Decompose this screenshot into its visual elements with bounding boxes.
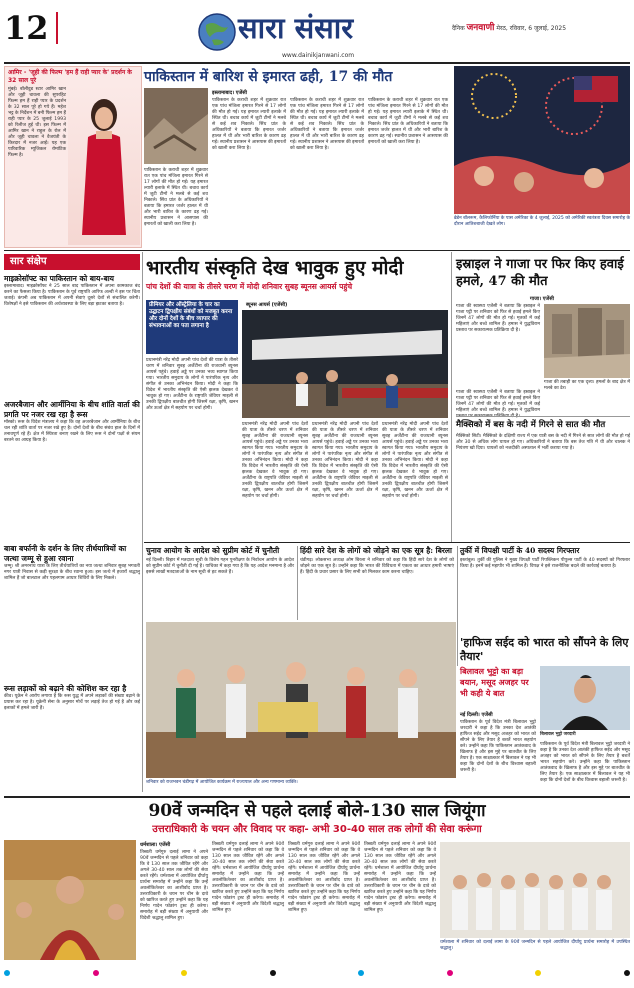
registration-mark — [270, 970, 276, 976]
modi-body-col3: प्रधानमंत्री नरेंद्र मोदी अपनी पांच देशों की यात्रा के तीसरे चरण में शनिवार सुबह अर्जेंटीना की राजधानी ब्यूनस आयर्स पहुंचे। हवाई अड्डे पर उनका भव्य स्वागत किया गया। भारतीय समुदाय के लोगों ने पारंपरिक नृत्य और संगीत से उनका अभिनंदन किया। मोदी ने कहा कि विदेश में भारतीय संस्कृति की ऐसी झलक देखकर वे भावुक हो गए। अर्जेंटीना के राष्ट्रपति जेवियर माइली से उनकी द्विपक्षीय बातचीत होगी जिसमें रक्षा, कृषि, खनन और ऊर्जा क्षेत्र में सहयोग पर चर्चा होगी। — [312, 422, 378, 499]
aamir-body: मुंबई। बॉलीवुड स्टार आमिर खान और जूही चावला की सुपरहिट फिल्म हम हैं राही प्यार के प्रदर्शन के 32 साल पूरे हो गये हैं। महेश भट्ट के निर्देशन में बनी फिल्म हम हैं राही प्यार के 25 जुलाई 1993 को रिलीज हुई थी। इस फिल्म में आमिर खान ने राहुल के रोल में और जूही चावला ने वैजयंती के किरदार में नजर आईं। यह एक पारिवारिक म्यूजिकल रोमांटिक फिल्म है। — [8, 87, 66, 158]
brief-2 — [4, 400, 140, 538]
dalai-body: तिब्बती धर्मगुरु दलाई लामा ने अपने 90वें जन्मदिन से पहले शनिवार को कहा कि वे 130 साल तक जीवित रहेंगे और अगले 30-40 साल तक लोगों की सेवा करते रहेंगे। धर्मशाला में आयोजित दीर्घायु प्रार्थना समारोह में उन्होंने कहा कि उन्हें अवलोकितेश्वर का आशीर्वाद प्राप्त है। उत्तराधिकारी के चयन पर चीन के दावे को खारिज करते हुए उन्होंने कहा कि यह निर्णय गादेन फोडरंग ट्रस्ट ही करेगा। समारोह में बड़ी संख्या में अनुयायी और विदेशी श्रद्धालु शामिल हुए। — [140, 850, 208, 921]
pakistan-byline: इस्लामाबाद। एजेंसी — [212, 90, 247, 96]
divider-court — [297, 546, 298, 620]
registration-mark — [358, 970, 364, 976]
masthead-rule — [4, 62, 630, 64]
dalai-crowd-photo — [440, 842, 630, 938]
modi-highlight: प्रीमियर और ऑस्ट्रेलिया के चार का उद्घाटन द्विपक्षीय संबंधों को मजबूत करना और दोनों देशों के बीच व्यापार की संभावनाओं का पता लगाना है — [149, 302, 233, 329]
hafiz-headline: 'हाफिज सईद को भारत को सौंपने के लिए तैयार' — [460, 636, 629, 663]
modi-byline: ब्यूनस आयर्स (एजेंसी) — [246, 302, 288, 308]
sar-sankshep-label: सार संक्षेप — [4, 254, 140, 270]
mexico-rule — [456, 416, 630, 417]
column-divider — [142, 252, 143, 792]
dateline: मेरठ, रविवार, 6 जुलाई, 2025 — [496, 25, 567, 32]
hindi-body: चंडीगढ़। लोकसभा अध्यक्ष ओम बिरला ने शनिवार को कहा कि हिंदी सारे देश के लोगों को जोड़ने का एक सूत्र है। उन्होंने कहा कि भारत की विविधता में एकता का आधार हमारी भाषाएं हैं। हिंदी के प्रचार प्रसार के लिए सभी को मिलकर काम करना चाहिए। — [300, 558, 454, 575]
fireworks-photo — [454, 66, 630, 214]
pakistan-body: पाकिस्तान के कराची शहर में शुक्रवार रात एक पांच मंजिला इमारत गिरने से 17 लोगों की मौत हो गई। यह इमारत ल्यारी इलाके में स्थित थी। बचाव कार्य में जुटी टीमों ने मलबे से कई शव निकाले। सिंध प्रांत के अधिकारियों ने बताया कि इमारत जर्जर हालत में थी और भारी बारिश के कारण ढह गई। स्थानीय प्रशासन ने आसपास की इमारतों को खाली करा लिया है। — [144, 168, 208, 227]
fireworks-caption: ब्रेडेन बॉलरूम, कैलिफोर्निया के पास अमेरिका के 4 जुलाई, 2025 को अमेरिकी स्वतंत्रता दिवस समारोह के दौरान आतिशबाजी देखते लोग। — [454, 216, 630, 227]
brand-box — [452, 20, 566, 33]
divider-hindi — [457, 546, 458, 666]
dalai-body-col4: तिब्बती धर्मगुरु दलाई लामा ने अपने 90वें जन्मदिन से पहले शनिवार को कहा कि वे 130 साल तक जीवित रहेंगे और अगले 30-40 साल तक लोगों की सेवा करते रहेंगे। धर्मशाला में आयोजित दीर्घायु प्रार्थना समारोह में उन्होंने कहा कि उन्हें अवलोकितेश्वर का आशीर्वाद प्राप्त है। उत्तराधिकारी के चयन पर चीन के दावे को खारिज करते हुए उन्होंने कहा कि यह निर्णय गादेन फोडरंग ट्रस्ट ही करेगा। समारोह में बड़ी संख्या में अनुयायी और विदेशी श्रद्धालु शामिल हुए। — [364, 842, 436, 913]
dalai-byline: धर्मशाला। एजेंसी — [140, 842, 171, 848]
brief-body: इस्लामाबाद। माइक्रोसॉफ्ट ने 25 साल बाद पाकिस्तान में अपना कामकाज बंद करने का फैसला किया है। पाकिस्तान के पूर्व राष्ट्रपति आरिफ अल्वी ने इस पर चिंता जताई। कंपनी अब पाकिस्तान में अपनी सेवाएं दूसरे देशों से संचालित करेगी। विशेषज्ञों ने इसे पाकिस्तान की अर्थव्यवस्था के लिए बड़ा झटका बताया है। — [4, 284, 140, 307]
dalai-body-col2: तिब्बती धर्मगुरु दलाई लामा ने अपने 90वें जन्मदिन से पहले शनिवार को कहा कि वे 130 साल तक जीवित रहेंगे और अगले 30-40 साल तक लोगों की सेवा करते रहेंगे। धर्मशाला में आयोजित दीर्घायु प्रार्थना समारोह में उन्होंने कहा कि उन्हें अवलोकितेश्वर का आशीर्वाद प्राप्त है। उत्तराधिकारी के चयन पर चीन के दावे को खारिज करते हुए उन्होंने कहा कि यह निर्णय गादेन फोडरंग ट्रस्ट ही करेगा। समारोह में बड़ी संख्या में अनुयायी और विदेशी श्रद्धालु शामिल हुए। — [212, 842, 284, 913]
court-headline: चुनाव आयोग के आदेश को सुप्रीम कोर्ट में चुनौती — [146, 546, 280, 555]
brand-prefix: दैनिक — [452, 25, 465, 32]
brief-4 — [4, 684, 140, 796]
column-divider-right — [451, 252, 452, 542]
center-caption: शनिवार को राजभवन चंडीगढ़ में आयोजित कार्यक्रम में राज्यपाल और अन्य गणमान्य व्यक्ति। — [146, 780, 298, 785]
dalai-caption: धर्मशाला में शनिवार को दलाई लामा के 90वें जन्मदिन से पहले आयोजित दीर्घायु प्रार्थना समारोह में उपस्थित श्रद्धालु। — [440, 940, 630, 951]
masthead-divider — [56, 12, 58, 44]
brief-1 — [4, 274, 140, 388]
israel-headline: इस्राइल ने गाजा पर फिर किए हवाई हमले, 47 की मौत — [456, 257, 624, 289]
israel-photo — [544, 304, 630, 378]
center-photo — [146, 622, 456, 778]
brief-body: जम्मू। श्री अमरनाथ यात्रा के लिए तीर्थयात्रियों का नया जत्था शनिवार सुबह भगवती नगर यात्री निवास से कड़ी सुरक्षा के बीच रवाना हुआ। इस जत्थे में हजारों श्रद्धालु शामिल हैं जो बालटाल और पहलगाम आधार शिविरों के लिए निकले। — [4, 564, 140, 581]
registration-bar — [4, 968, 630, 978]
brief-title: माइक्रोसॉफ्ट का पाकिस्तान को बाय-बाय — [4, 274, 115, 283]
website[interactable]: www.dainikjanwani.com — [282, 52, 355, 59]
registration-mark — [624, 970, 630, 976]
brief-title: रूस लड़ाकों को बढ़ाने की कोशिश कर रहा है — [4, 684, 127, 693]
brief-title: अजरबैजान और आर्मीनिया के बीच शांति वार्ता की प्रगति पर नजर रख रहा है रूस — [4, 400, 140, 419]
brand-name: जनवाणी — [466, 23, 495, 33]
modi-body: प्रधानमंत्री नरेंद्र मोदी अपनी पांच देशों की यात्रा के तीसरे चरण में शनिवार सुबह अर्जेंटीना की राजधानी ब्यूनस आयर्स पहुंचे। हवाई अड्डे पर उनका भव्य स्वागत किया गया। भारतीय समुदाय के लोगों ने पारंपरिक नृत्य और संगीत से उनका अभिनंदन किया। मोदी ने कहा कि विदेश में भारतीय संस्कृति की ऐसी झलक देखकर वे भावुक हो गए। अर्जेंटीना के राष्ट्रपति जेवियर माइली से उनकी द्विपक्षीय बातचीत होगी जिसमें रक्षा, कृषि, खनन और ऊर्जा क्षेत्र में सहयोग पर चर्चा होगी। — [146, 358, 238, 411]
hafiz-body: पाकिस्तान के पूर्व विदेश मंत्री बिलावल भुट्टो जरदारी ने कहा है कि उनका देश आतंकी हाफिज सईद और मसूद अजहर को भारत को सौंपने के लिए तैयार है बशर्ते भारत सहयोग करे। उन्होंने कहा कि पाकिस्तान आतंकवाद के खिलाफ है और इस मुद्दे पर बातचीत के लिए तैयार है। एक साक्षात्कार में बिलावल ने यह भी कहा कि दोनों देशों के बीच विश्वास बहाली जरूरी है। — [460, 720, 536, 773]
row-rule-3 — [4, 796, 630, 798]
registration-mark — [93, 970, 99, 976]
court-body: नई दिल्ली। बिहार में मतदाता सूची के विशेष गहन पुनरीक्षण के निर्वाचन आयोग के आदेश को सुप्रीम कोर्ट में चुनौती दी गई है। याचिका में कहा गया है कि यह आदेश मनमाना है और इससे लाखों मतदाताओं के नाम सूची से हट सकते हैं। — [146, 558, 294, 575]
brief-body: कीव। यूक्रेन ने आरोप लगाया है कि रूस युद्ध में अपने लड़ाकों की संख्या बढ़ाने के प्रयास कर रहा है। यूक्रेनी सेना के अनुसार मोर्चे पर लड़ाई तेज हो गई है और कई इलाकों में हमले जारी हैं। — [4, 694, 140, 711]
aamir-photo — [68, 85, 140, 245]
modi-body-col2: प्रधानमंत्री नरेंद्र मोदी अपनी पांच देशों की यात्रा के तीसरे चरण में शनिवार सुबह अर्जेंटीना की राजधानी ब्यूनस आयर्स पहुंचे। हवाई अड्डे पर उनका भव्य स्वागत किया गया। भारतीय समुदाय के लोगों ने पारंपरिक नृत्य और संगीत से उनका अभिनंदन किया। मोदी ने कहा कि विदेश में भारतीय संस्कृति की ऐसी झलक देखकर वे भावुक हो गए। अर्जेंटीना के राष्ट्रपति जेवियर माइली से उनकी द्विपक्षीय बातचीत होगी जिसमें रक्षा, कृषि, खनन और ऊर्जा क्षेत्र में सहयोग पर चर्चा होगी। — [242, 422, 308, 499]
hafiz-byline: नई दिल्ली। एजेंसी — [460, 712, 493, 718]
pakistan-body-col4: पाकिस्तान के कराची शहर में शुक्रवार रात एक पांच मंजिला इमारत गिरने से 17 लोगों की मौत हो गई। यह इमारत ल्यारी इलाके में स्थित थी। बचाव कार्य में जुटी टीमों ने मलबे से कई शव निकाले। सिंध प्रांत के अधिकारियों ने बताया कि इमारत जर्जर हालत में थी और भारी बारिश के कारण ढह गई। स्थानीय प्रशासन ने आसपास की इमारतों को खाली करा लिया है। — [368, 98, 448, 145]
aamir-box — [4, 66, 142, 248]
brief-3 — [4, 544, 140, 676]
registration-mark — [447, 970, 453, 976]
hindi-headline: हिंदी सारे देश के लोगों को जोड़ने का एक सूत्र है: बिरला — [300, 546, 452, 555]
row-rule-2 — [144, 542, 630, 543]
aamir-title: आमिर - 'जूही की फिल्म 'हम हैं राही प्यार के' प्रदर्शन के 32 साल पूरे — [8, 69, 132, 84]
dalai-subhead: उत्तराधिकारी के चयन और विवाद पर कहा- अभी 30-40 साल तक लोगों की सेवा करूंगा — [152, 824, 482, 835]
row-rule-1 — [4, 250, 630, 251]
mexico-body: मैक्सिको सिटी। मैक्सिको के दक्षिणी राज्य में एक यात्री बस के नदी में गिरने से सात लोगों की मौत हो गई और 30 से अधिक लोग घायल हो गए। अधिकारियों ने बताया कि बस तेज गति में थी और चालक ने नियंत्रण खो दिया। घायलों को नजदीकी अस्पताल में भर्ती कराया गया है। — [456, 434, 630, 451]
mexico-headline: मैक्सिको में बस के नदी में गिरने से सात की मौत — [456, 420, 606, 430]
pakistan-photo — [144, 88, 208, 164]
pakistan-headline: पाकिस्तान में बारिश से इमारत ढही, 17 की मौत — [144, 69, 393, 85]
dalai-body-col3: तिब्बती धर्मगुरु दलाई लामा ने अपने 90वें जन्मदिन से पहले शनिवार को कहा कि वे 130 साल तक जीवित रहेंगे और अगले 30-40 साल तक लोगों की सेवा करते रहेंगे। धर्मशाला में आयोजित दीर्घायु प्रार्थना समारोह में उन्होंने कहा कि उन्हें अवलोकितेश्वर का आशीर्वाद प्राप्त है। उत्तराधिकारी के चयन पर चीन के दावे को खारिज करते हुए उन्होंने कहा कि यह निर्णय गादेन फोडरंग ट्रस्ट ही करेगा। समारोह में बड़ी संख्या में अनुयायी और विदेशी श्रद्धालु शामिल हुए। — [288, 842, 360, 913]
modi-headline: भारतीय संस्कृति देख भावुक हुए मोदी — [146, 257, 404, 279]
dalai-photo — [4, 840, 136, 960]
hafiz-subhead: बिलावल भुट्टो का बड़ा बयान, मसूद अजहर पर भी कही ये बात — [460, 666, 529, 698]
globe-icon — [198, 13, 236, 51]
hafiz-body-col2: पाकिस्तान के पूर्व विदेश मंत्री बिलावल भुट्टो जरदारी ने कहा है कि उनका देश आतंकी हाफिज सईद और मसूद अजहर को भारत को सौंपने के लिए तैयार है बशर्ते भारत सहयोग करे। उन्होंने कहा कि पाकिस्तान आतंकवाद के खिलाफ है और इस मुद्दे पर बातचीत के लिए तैयार है। एक साक्षात्कार में बिलावल ने यह भी कहा कि दोनों देशों के बीच विश्वास बहाली जरूरी है। — [540, 742, 630, 783]
paper-name: सारा संसार — [238, 11, 354, 45]
registration-mark — [4, 970, 10, 976]
israel-body: गाजा की स्वास्थ्य एजेंसी ने बताया कि इस्राइल ने गाजा पट्टी पर शनिवार को फिर से हवाई हमले किए जिनमें 47 लोगों की मौत हो गई। मृतकों में कई महिलाएं और बच्चे शामिल हैं। हमास ने युद्धविराम प्रस्ताव पर सकारात्मक प्रतिक्रिया दी है। — [456, 304, 540, 333]
turkey-headline: तुर्की में विपक्षी पार्टी के 40 सदस्य गिरफ्तार — [460, 546, 580, 555]
modi-body-col4: प्रधानमंत्री नरेंद्र मोदी अपनी पांच देशों की यात्रा के तीसरे चरण में शनिवार सुबह अर्जेंटीना की राजधानी ब्यूनस आयर्स पहुंचे। हवाई अड्डे पर उनका भव्य स्वागत किया गया। भारतीय समुदाय के लोगों ने पारंपरिक नृत्य और संगीत से उनका अभिनंदन किया। मोदी ने कहा कि विदेश में भारतीय संस्कृति की ऐसी झलक देखकर वे भावुक हो गए। अर्जेंटीना के राष्ट्रपति जेवियर माइली से उनकी द्विपक्षीय बातचीत होगी जिसमें रक्षा, कृषि, खनन और ऊर्जा क्षेत्र में सहयोग पर चर्चा होगी। — [382, 422, 448, 499]
modi-highlight-box — [146, 300, 238, 354]
dalai-headline: 90वें जन्मदिन से पहले दलाई बोले-130 साल जियूंगा — [148, 801, 486, 821]
registration-mark — [181, 970, 187, 976]
israel-body-col2: गाजा की स्वास्थ्य एजेंसी ने बताया कि इस्राइल ने गाजा पट्टी पर शनिवार को फिर से हवाई हमले किए जिनमें 47 लोगों की मौत हो गई। मृतकों में कई महिलाएं और बच्चे शामिल हैं। हमास ने युद्धविराम — [456, 390, 540, 413]
modi-photo — [242, 310, 448, 418]
page-number: 12 — [4, 9, 49, 47]
israel-byline: गाजा। एजेंसी — [530, 296, 554, 302]
brief-body: मॉस्को। रूस के विदेश मंत्रालय ने कहा कि वह अजरबैजान और आर्मीनिया के बीच चल रही शांति वार्ता पर नजर रखे हुए है। दोनों देशों के बीच संबंध हाल के दिनों में तनावपूर्ण रहे हैं। क्षेत्र में स्थिरता बनाए रखने के लिए रूस ने दोनों पक्षों से संयम बरतने का आग्रह किया है। — [4, 420, 140, 443]
pakistan-body-col3: पाकिस्तान के कराची शहर में शुक्रवार रात एक पांच मंजिला इमारत गिरने से 17 लोगों की मौत हो गई। यह इमारत ल्यारी इलाके में स्थित थी। बचाव कार्य में जुटी टीमों ने मलबे से कई शव निकाले। सिंध प्रांत के अधिकारियों ने बताया कि इमारत जर्जर हालत में थी और भारी बारिश के कारण ढह गई। स्थानीय प्रशासन ने आसपास की इमारतों को खाली करा लिया है। — [290, 98, 365, 151]
hafiz-caption: बिलावल भुट्टो जरदारी — [540, 732, 576, 737]
israel-caption: गाजा की तबाही का एक दृश्य। हमलों के बाद क्षेत्र में मलबे का ढेर। — [544, 380, 630, 391]
modi-subhead: पांच देशों की यात्रा के तीसरे चरण में मोदी शनिवार सुबह ब्यूनस आयर्स पहुंचे — [146, 282, 353, 291]
registration-mark — [535, 970, 541, 976]
pakistan-body-col2: पाकिस्तान के कराची शहर में शुक्रवार रात एक पांच मंजिला इमारत गिरने से 17 लोगों की मौत हो गई। यह इमारत ल्यारी इलाके में स्थित थी। बचाव कार्य में जुटी टीमों ने मलबे से कई शव निकाले। सिंध प्रांत के अधिकारियों ने बताया कि इमारत जर्जर हालत में थी और भारी बारिश के कारण ढह गई। स्थानीय प्रशासन ने आसपास की इमारतों को खाली करा लिया है। — [212, 98, 287, 151]
brief-title: बाबा बर्फानी के दर्शन के लिए तीर्थयात्रियों का जत्था जम्मू से हुआ रवाना — [4, 544, 127, 563]
hafiz-photo — [540, 666, 630, 730]
turkey-body: इस्तांबुल। तुर्की की पुलिस ने मुख्य विपक्षी पार्टी रिपब्लिकन पीपुल्स पार्टी के 40 सदस्यों को गिरफ्तार किया है। इनमें कई महापौर भी शामिल हैं। विपक्ष ने इसे राजनीतिक बदले की कार्रवाई बताया है। — [460, 558, 630, 569]
